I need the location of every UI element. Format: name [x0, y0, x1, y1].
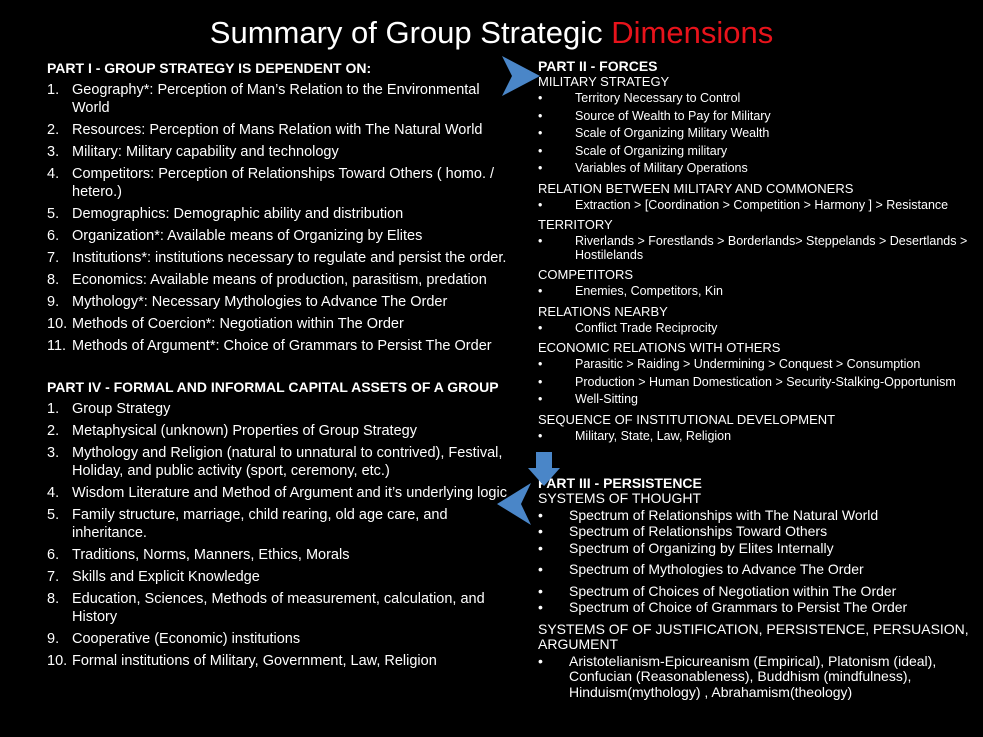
- list-number: 8.: [47, 591, 60, 607]
- bullet-text: Territory Necessary to Control: [575, 91, 741, 105]
- bullet-item: [538, 145, 978, 159]
- list-number: 7.: [47, 250, 60, 266]
- list-number: 5.: [47, 507, 60, 523]
- bullet-icon: •: [538, 374, 543, 389]
- list-item-text: Organization*: Available means of Organizing by Elites: [72, 228, 423, 244]
- bullet-item: [538, 285, 978, 299]
- part1-item: [47, 205, 509, 223]
- bullet-icon: •: [538, 161, 543, 175]
- bullet-item: [538, 430, 978, 444]
- bullet-list: [538, 358, 978, 407]
- list-number: 2.: [47, 423, 60, 439]
- bullet-item: [538, 376, 978, 390]
- part1-item: [47, 81, 509, 117]
- part4-item: [47, 590, 509, 626]
- bullet-item: [538, 600, 978, 616]
- list-item-text: Metaphysical (unknown) Properties of Group Strategy: [72, 423, 417, 439]
- list-item-text: Skills and Explicit Knowledge: [72, 569, 260, 585]
- bullet-icon: •: [538, 506, 543, 523]
- bullet-icon: •: [538, 143, 543, 158]
- part1-item: [47, 271, 509, 289]
- list-item-text: Economics: Available means of production, parasitism, predation: [72, 272, 487, 288]
- list-item-text: Geography*: Perception of Man’s Relation to the Environmental World: [72, 82, 480, 116]
- list-item-text: Wisdom Literature and Method of Argument and it’s underlying logic: [72, 485, 507, 501]
- bullet-text: Riverlands > Forestlands > Borderlands> Steppelands > Desertlands > Hostilelands: [575, 234, 968, 262]
- bullet-item: [538, 508, 978, 524]
- bullet-icon: •: [538, 599, 543, 615]
- bullet-list: [538, 92, 978, 176]
- bullet-icon: •: [538, 582, 543, 599]
- bullet-list: [538, 508, 978, 616]
- title-main: Summary of Group Strategic: [209, 15, 603, 50]
- section-title: RELATIONS NEARBY: [538, 303, 668, 319]
- left-column: [47, 60, 509, 670]
- section-title: COMPETITORS: [538, 267, 634, 282]
- right-column: [538, 58, 978, 700]
- bullet-icon: •: [538, 392, 543, 406]
- list-number: 9.: [47, 294, 60, 310]
- part1-item: [47, 143, 509, 161]
- bullet-icon: •: [538, 428, 543, 443]
- list-item-text: Formal institutions of Military, Government, Law, Religion: [72, 653, 437, 669]
- bullet-text: Well-Sitting: [575, 392, 638, 406]
- list-item-text: Military: Military capability and technology: [72, 144, 339, 160]
- list-number: 10.: [47, 653, 68, 669]
- part1-item: [47, 227, 509, 245]
- list-item-text: Mythology and Religion (natural to unnatural to contrived), Festival, Holiday, and public activity (sport, ceremony, etc.): [72, 445, 503, 479]
- list-item-text: Education, Sciences, Methods of measurement, calculation, and History: [72, 591, 485, 625]
- part2-sections: [538, 74, 978, 443]
- list-number: 6.: [47, 228, 60, 244]
- list-item-text: Traditions, Norms, Manners, Ethics, Morals: [72, 547, 350, 563]
- part3-heading: PART III - PERSISTENCE: [538, 475, 702, 491]
- title-accent: Dimensions: [611, 15, 774, 50]
- part1-item: [47, 315, 509, 333]
- bullet-item: [538, 393, 978, 407]
- bullet-item: [538, 562, 978, 578]
- list-item-text: Cooperative (Economic) institutions: [72, 631, 301, 647]
- list-number: 1.: [47, 401, 60, 417]
- bullet-item: [538, 358, 978, 372]
- arrow-right-icon: [500, 56, 540, 96]
- bullet-item: [538, 199, 978, 213]
- list-number: 8.: [47, 272, 60, 288]
- list-item-text: Family structure, marriage, child rearing, old age care, and inheritance.: [72, 507, 448, 541]
- bullet-text: Aristotelianism-Epicureanism (Empirical), Platonism (ideal), Confucian (Reasonableness), Buddhism (mindfulness), Hinduism(mythology) , Abrahamism(theology): [569, 652, 937, 700]
- section-title: RELATION BETWEEN MILITARY AND COMMONERS: [538, 180, 854, 196]
- bullet-text: Parasitic > Raiding > Undermining > Conquest > Consumption: [575, 357, 921, 371]
- bullet-icon: •: [538, 234, 543, 248]
- bullet-item: [538, 322, 978, 336]
- bullet-list: [538, 322, 978, 336]
- bullet-item: [538, 235, 978, 262]
- section-title: ECONOMIC RELATIONS WITH OTHERS: [538, 340, 781, 355]
- list-number: 9.: [47, 631, 60, 647]
- bullet-icon: •: [538, 652, 543, 669]
- bullet-item: [538, 654, 978, 701]
- part1-item: [47, 165, 509, 201]
- part4-item: [47, 400, 509, 418]
- bullet-icon: •: [538, 539, 543, 556]
- part4-list: [47, 400, 509, 670]
- bullet-item: [538, 110, 978, 124]
- list-number: 5.: [47, 206, 60, 222]
- part4-item: [47, 422, 509, 440]
- bullet-text: Scale of Organizing Military Wealth: [575, 126, 770, 140]
- bullet-icon: •: [538, 91, 543, 105]
- bullet-icon: •: [538, 561, 543, 577]
- list-number: 6.: [47, 547, 60, 563]
- list-number: 4.: [47, 166, 60, 182]
- bullet-text: Scale of Organizing military: [575, 143, 728, 158]
- section-title: MILITARY STRATEGY: [538, 74, 670, 89]
- bullet-item: [538, 524, 978, 540]
- bullet-text: Enemies, Competitors, Kin: [575, 284, 723, 298]
- part1-list: [47, 81, 509, 355]
- bullet-icon: •: [538, 284, 543, 298]
- bullet-list: [538, 285, 978, 299]
- bullet-icon: •: [538, 320, 543, 335]
- section-title: TERRITORY: [538, 217, 613, 232]
- bullet-text: Conflict Trade Reciprocity: [575, 320, 718, 335]
- bullet-icon: •: [538, 523, 543, 539]
- part2-heading: PART II - FORCES: [538, 58, 658, 74]
- part4-item: [47, 484, 509, 502]
- section-title: SYSTEMS OF THOUGHT: [538, 490, 702, 506]
- bullet-text: Spectrum of Organizing by Elites Internally: [569, 539, 834, 556]
- part1-item: [47, 249, 509, 267]
- list-number: 2.: [47, 122, 60, 138]
- list-number: 4.: [47, 485, 60, 501]
- list-item-text: Group Strategy: [72, 401, 171, 417]
- list-number: 3.: [47, 445, 60, 461]
- list-number: 3.: [47, 144, 60, 160]
- bullet-text: Military, State, Law, Religion: [575, 428, 732, 443]
- bullet-icon: •: [538, 126, 543, 140]
- list-number: 7.: [47, 569, 60, 585]
- list-item-text: Competitors: Perception of Relationships Toward Others ( homo. / hetero.): [72, 166, 495, 200]
- bullet-list: [538, 654, 978, 701]
- list-number: 11.: [47, 338, 67, 354]
- section-title: SYSTEMS OF OF JUSTIFICATION, PERSISTENCE, PERSUASION, ARGUMENT: [538, 620, 969, 652]
- part4-item: [47, 568, 509, 586]
- bullet-list: [538, 430, 978, 444]
- list-item-text: Methods of Argument*: Choice of Grammars to Persist The Order: [72, 338, 492, 354]
- bullet-icon: •: [538, 108, 543, 123]
- bullet-item: [538, 127, 978, 141]
- page-title: [0, 14, 983, 52]
- part1-heading: PART I - GROUP STRATEGY IS DEPENDENT ON:: [47, 60, 372, 76]
- part4-item: [47, 546, 509, 564]
- bullet-item: [538, 162, 978, 176]
- part1-item: [47, 293, 509, 311]
- part1-item: [47, 121, 509, 139]
- part4-heading: PART IV - FORMAL AND INFORMAL CAPITAL ASSETS OF A GROUP: [47, 379, 499, 395]
- bullet-text: Production > Human Domestication > Security-Stalking-Opportunism: [575, 374, 956, 389]
- list-item-text: Resources: Perception of Mans Relation with The Natural World: [72, 122, 483, 138]
- bullet-icon: •: [538, 357, 543, 371]
- list-item-text: Demographics: Demographic ability and distribution: [72, 206, 404, 222]
- bullet-item: [538, 584, 978, 600]
- list-item-text: Mythology*: Necessary Mythologies to Advance The Order: [72, 294, 448, 310]
- list-item-text: Institutions*: institutions necessary to regulate and persist the order.: [72, 250, 507, 266]
- bullet-item: [538, 92, 978, 106]
- bullet-list: [538, 235, 978, 262]
- part1-item: [47, 337, 509, 355]
- part4-item: [47, 444, 509, 480]
- bullet-item: [538, 541, 978, 557]
- arrow-left-icon: [497, 483, 531, 525]
- bullet-text: Spectrum of Choice of Grammars to Persist The Order: [569, 599, 908, 615]
- bullet-text: Spectrum of Relationships with The Natural World: [569, 506, 879, 523]
- list-number: 1.: [47, 82, 60, 98]
- part4-item: [47, 506, 509, 542]
- bullet-text: Spectrum of Relationships Toward Others: [569, 523, 828, 539]
- list-item-text: Methods of Coercion*: Negotiation within The Order: [72, 316, 404, 332]
- arrow-down-icon: [528, 452, 560, 486]
- part3-sections: [538, 491, 978, 700]
- list-number: 10.: [47, 316, 68, 332]
- part4-item: [47, 630, 509, 648]
- bullet-text: Source of Wealth to Pay for Military: [575, 108, 771, 123]
- bullet-text: Spectrum of Choices of Negotiation within The Order: [569, 582, 897, 599]
- section-title: SEQUENCE OF INSTITUTIONAL DEVELOPMENT: [538, 411, 836, 427]
- part4-item: [47, 652, 509, 670]
- bullet-text: Extraction > [Coordination > Competition > Harmony ] > Resistance: [575, 197, 949, 212]
- bullet-text: Spectrum of Mythologies to Advance The Order: [569, 561, 864, 577]
- bullet-icon: •: [538, 197, 543, 212]
- bullet-list: [538, 199, 978, 213]
- bullet-text: Variables of Military Operations: [575, 161, 748, 175]
